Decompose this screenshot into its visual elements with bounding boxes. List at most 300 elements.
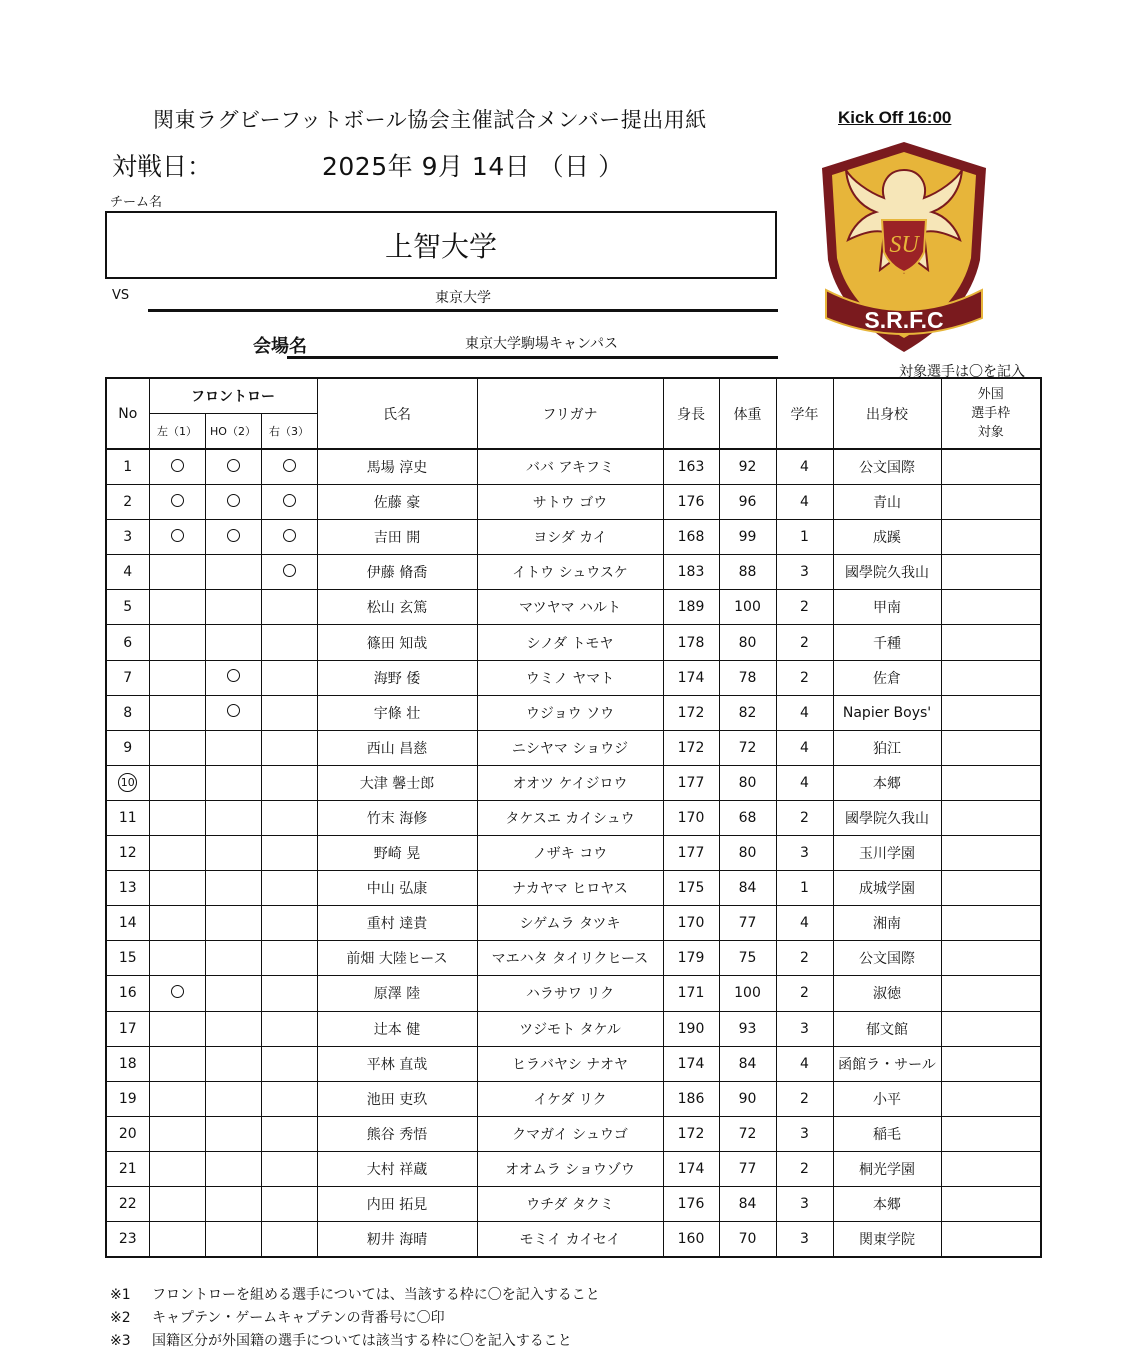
cell-school: 國學院久我山	[833, 800, 941, 835]
cell-name: 原澤 陸	[317, 976, 477, 1011]
cell-grade: 2	[776, 625, 833, 660]
cell-kana: シゲムラ タツキ	[477, 906, 663, 941]
cell-height: 178	[663, 625, 719, 660]
cell-no: 19	[106, 1081, 149, 1116]
cell-no: 2	[106, 485, 149, 520]
cell-frontrow-ho	[205, 1222, 261, 1258]
cell-frontrow-r	[261, 1222, 317, 1258]
check-circle-icon	[283, 494, 296, 507]
header-kana: フリガナ	[477, 378, 663, 449]
cell-weight: 70	[719, 1222, 776, 1258]
footnote-mark: ※3	[110, 1333, 131, 1349]
cell-no: 20	[106, 1116, 149, 1151]
cell-weight: 88	[719, 555, 776, 590]
cell-height: 170	[663, 906, 719, 941]
cell-foreign	[941, 590, 1041, 625]
cell-frontrow-r	[261, 625, 317, 660]
cell-frontrow-r	[261, 1186, 317, 1221]
table-row	[106, 730, 1041, 765]
cell-frontrow-r	[261, 449, 317, 485]
cell-frontrow-ho	[205, 1011, 261, 1046]
cell-grade: 4	[776, 1046, 833, 1081]
cell-frontrow-l	[149, 485, 205, 520]
roster-body	[106, 449, 1041, 1257]
cell-no: 6	[106, 625, 149, 660]
crest-banner-text: S.R.F.C	[864, 307, 944, 333]
check-circle-icon	[227, 704, 240, 717]
table-row	[106, 520, 1041, 555]
cell-height: 172	[663, 730, 719, 765]
cell-weight: 84	[719, 1046, 776, 1081]
cell-no: 16	[106, 976, 149, 1011]
cell-foreign	[941, 485, 1041, 520]
cell-no: 14	[106, 906, 149, 941]
cell-name: 内田 拓見	[317, 1186, 477, 1221]
cell-frontrow-l	[149, 871, 205, 906]
check-circle-icon	[227, 669, 240, 682]
cell-no: 1	[106, 449, 149, 485]
footnote-1	[110, 1284, 600, 1304]
cell-height: 176	[663, 485, 719, 520]
cell-weight: 100	[719, 976, 776, 1011]
cell-school: 小平	[833, 1081, 941, 1116]
opponent-name: 東京大学	[435, 290, 491, 306]
cell-foreign	[941, 555, 1041, 590]
cell-frontrow-r	[261, 660, 317, 695]
cell-kana: モミイ カイセイ	[477, 1222, 663, 1258]
cell-no: 23	[106, 1222, 149, 1258]
cell-grade: 3	[776, 1011, 833, 1046]
cell-no	[106, 765, 149, 800]
foreign-note: 対象選手は〇を記入	[899, 364, 1025, 380]
cell-frontrow-r	[261, 906, 317, 941]
cell-no: 15	[106, 941, 149, 976]
cell-no: 8	[106, 695, 149, 730]
cell-frontrow-l	[149, 625, 205, 660]
table-row	[106, 485, 1041, 520]
table-row	[106, 941, 1041, 976]
cell-grade: 3	[776, 836, 833, 871]
cell-school: 本郷	[833, 765, 941, 800]
cell-frontrow-ho	[205, 765, 261, 800]
table-row	[106, 590, 1041, 625]
cell-frontrow-ho	[205, 906, 261, 941]
cell-frontrow-r	[261, 590, 317, 625]
cell-school: 成城学園	[833, 871, 941, 906]
cell-kana: ヒラバヤシ ナオヤ	[477, 1046, 663, 1081]
header-name: 氏名	[317, 378, 477, 449]
check-circle-icon	[227, 459, 240, 472]
cell-height: 174	[663, 660, 719, 695]
cell-foreign	[941, 1186, 1041, 1221]
cell-kana: イケダ リク	[477, 1081, 663, 1116]
footnote-text: 国籍区分が外国籍の選手については該当する枠に〇を記入すること	[152, 1333, 572, 1349]
cell-foreign	[941, 695, 1041, 730]
cell-no: 12	[106, 836, 149, 871]
table-row	[106, 1116, 1041, 1151]
cell-name: 海野 倭	[317, 660, 477, 695]
cell-height: 170	[663, 800, 719, 835]
cell-no: 3	[106, 520, 149, 555]
crest-monogram: SU	[889, 232, 919, 258]
cell-height: 175	[663, 871, 719, 906]
cell-frontrow-l	[149, 1116, 205, 1151]
cell-grade: 3	[776, 1186, 833, 1221]
check-circle-icon	[171, 529, 184, 542]
cell-frontrow-ho	[205, 625, 261, 660]
footnote-2	[110, 1307, 445, 1327]
cell-school: 公文国際	[833, 941, 941, 976]
cell-frontrow-l	[149, 1081, 205, 1116]
cell-frontrow-r	[261, 555, 317, 590]
match-date: 2025年 9月 14日 （日 ）	[322, 152, 624, 181]
footnote-3	[110, 1330, 572, 1350]
cell-no: 13	[106, 871, 149, 906]
cell-frontrow-ho	[205, 1081, 261, 1116]
cell-grade: 3	[776, 555, 833, 590]
cell-foreign	[941, 730, 1041, 765]
cell-foreign	[941, 906, 1041, 941]
table-row	[106, 1186, 1041, 1221]
cell-height: 160	[663, 1222, 719, 1258]
footnote-mark: ※1	[110, 1287, 131, 1303]
cell-frontrow-l	[149, 1222, 205, 1258]
cell-frontrow-ho	[205, 941, 261, 976]
kickoff-time: Kick Off 16:00	[838, 108, 952, 127]
cell-frontrow-l	[149, 1186, 205, 1221]
table-row	[106, 1222, 1041, 1258]
cell-frontrow-ho	[205, 871, 261, 906]
cell-grade: 2	[776, 590, 833, 625]
cell-no: 22	[106, 1186, 149, 1221]
check-circle-icon	[283, 564, 296, 577]
check-circle-icon	[227, 494, 240, 507]
cell-no: 5	[106, 590, 149, 625]
cell-foreign	[941, 1011, 1041, 1046]
cell-frontrow-r	[261, 730, 317, 765]
cell-frontrow-r	[261, 1046, 317, 1081]
cell-no: 17	[106, 1011, 149, 1046]
cell-school: 青山	[833, 485, 941, 520]
cell-name: 籾井 海晴	[317, 1222, 477, 1258]
cell-school: 郁文館	[833, 1011, 941, 1046]
cell-weight: 68	[719, 800, 776, 835]
cell-weight: 99	[719, 520, 776, 555]
cell-frontrow-ho	[205, 800, 261, 835]
cell-weight: 84	[719, 871, 776, 906]
cell-foreign	[941, 625, 1041, 660]
form-title: 関東ラグビーフットボール協会主催試合メンバー提出用紙	[153, 108, 707, 132]
cell-school: 千種	[833, 625, 941, 660]
header-hooker: HO（2）	[205, 414, 261, 450]
header-left-prop: 左（1）	[149, 414, 205, 450]
match-date-label: 対戦日：	[112, 152, 213, 181]
cell-frontrow-ho	[205, 485, 261, 520]
cell-name: 佐藤 豪	[317, 485, 477, 520]
cell-frontrow-l	[149, 1046, 205, 1081]
check-circle-icon	[171, 459, 184, 472]
cell-no: 11	[106, 800, 149, 835]
cell-frontrow-l	[149, 520, 205, 555]
cell-frontrow-r	[261, 800, 317, 835]
cell-foreign	[941, 1151, 1041, 1186]
team-name-box	[105, 211, 777, 279]
cell-frontrow-l	[149, 590, 205, 625]
team-name-label: チーム名	[110, 195, 163, 210]
cell-frontrow-ho	[205, 1186, 261, 1221]
cell-frontrow-l	[149, 1151, 205, 1186]
venue-underline	[287, 356, 778, 359]
club-crest-logo	[818, 140, 990, 354]
cell-kana: サトウ ゴウ	[477, 485, 663, 520]
cell-weight: 80	[719, 836, 776, 871]
cell-name: 辻本 健	[317, 1011, 477, 1046]
cell-frontrow-ho	[205, 836, 261, 871]
table-row	[106, 1011, 1041, 1046]
cell-name: 竹末 海修	[317, 800, 477, 835]
cell-frontrow-ho	[205, 520, 261, 555]
table-row	[106, 1151, 1041, 1186]
cell-school: Napier Boys'	[833, 695, 941, 730]
cell-height: 186	[663, 1081, 719, 1116]
cell-frontrow-r	[261, 976, 317, 1011]
cell-frontrow-ho	[205, 590, 261, 625]
footnote-mark: ※2	[110, 1310, 131, 1326]
cell-frontrow-r	[261, 765, 317, 800]
cell-height: 179	[663, 941, 719, 976]
cell-weight: 77	[719, 906, 776, 941]
cell-grade: 4	[776, 695, 833, 730]
roster-table	[105, 377, 1042, 1258]
cell-weight: 72	[719, 1116, 776, 1151]
cell-height: 163	[663, 449, 719, 485]
cell-school: 甲南	[833, 590, 941, 625]
cell-weight: 82	[719, 695, 776, 730]
cell-kana: ハラサワ リク	[477, 976, 663, 1011]
table-row	[106, 836, 1041, 871]
cell-height: 177	[663, 836, 719, 871]
cell-foreign	[941, 941, 1041, 976]
cell-frontrow-ho	[205, 1116, 261, 1151]
cell-weight: 80	[719, 625, 776, 660]
table-row	[106, 1081, 1041, 1116]
cell-foreign	[941, 1116, 1041, 1151]
check-circle-icon	[283, 459, 296, 472]
table-row	[106, 976, 1041, 1011]
cell-name: 馬場 淳史	[317, 449, 477, 485]
cell-weight: 96	[719, 485, 776, 520]
cell-frontrow-ho	[205, 660, 261, 695]
cell-name: 前畑 大陸ヒース	[317, 941, 477, 976]
cell-height: 172	[663, 1116, 719, 1151]
cell-grade: 4	[776, 906, 833, 941]
cell-grade: 1	[776, 520, 833, 555]
cell-frontrow-l	[149, 765, 205, 800]
cell-frontrow-r	[261, 1081, 317, 1116]
table-row	[106, 625, 1041, 660]
cell-grade: 2	[776, 941, 833, 976]
cell-kana: クマガイ シュウゴ	[477, 1116, 663, 1151]
venue-name: 東京大学駒場キャンパス	[465, 336, 619, 352]
cell-height: 189	[663, 590, 719, 625]
cell-frontrow-l	[149, 941, 205, 976]
opponent-underline	[148, 309, 778, 312]
cell-frontrow-r	[261, 1011, 317, 1046]
cell-school: 稲毛	[833, 1116, 941, 1151]
cell-frontrow-r	[261, 695, 317, 730]
table-row	[106, 871, 1041, 906]
cell-frontrow-l	[149, 730, 205, 765]
cell-grade: 4	[776, 730, 833, 765]
cell-frontrow-ho	[205, 976, 261, 1011]
header-right-prop: 右（3）	[261, 414, 317, 450]
cell-weight: 75	[719, 941, 776, 976]
cell-grade: 2	[776, 1081, 833, 1116]
cell-school: 國學院久我山	[833, 555, 941, 590]
cell-frontrow-l	[149, 976, 205, 1011]
table-row	[106, 906, 1041, 941]
venue-label: 会場名	[253, 336, 307, 357]
cell-frontrow-l	[149, 449, 205, 485]
cell-no: 9	[106, 730, 149, 765]
cell-name: 池田 吏玖	[317, 1081, 477, 1116]
cell-weight: 78	[719, 660, 776, 695]
header-foreign: 外国 選手枠 対象	[941, 378, 1041, 449]
cell-name: 平林 直哉	[317, 1046, 477, 1081]
header-school: 出身校	[833, 378, 941, 449]
cell-frontrow-r	[261, 836, 317, 871]
cell-height: 168	[663, 520, 719, 555]
cell-kana: オオムラ ショウゾウ	[477, 1151, 663, 1186]
check-circle-icon	[171, 985, 184, 998]
check-circle-icon	[227, 529, 240, 542]
vs-label: VS	[112, 288, 130, 303]
table-row	[106, 660, 1041, 695]
cell-kana: ナカヤマ ヒロヤス	[477, 871, 663, 906]
cell-name: 宇條 壮	[317, 695, 477, 730]
cell-weight: 80	[719, 765, 776, 800]
cell-frontrow-r	[261, 485, 317, 520]
cell-height: 177	[663, 765, 719, 800]
cell-foreign	[941, 1046, 1041, 1081]
cell-frontrow-l	[149, 660, 205, 695]
cell-school: 函館ラ・サール	[833, 1046, 941, 1081]
cell-kana: イトウ シュウスケ	[477, 555, 663, 590]
cell-school: 関東学院	[833, 1222, 941, 1258]
cell-no: 21	[106, 1151, 149, 1186]
cell-frontrow-l	[149, 836, 205, 871]
cell-no: 7	[106, 660, 149, 695]
cell-weight: 93	[719, 1011, 776, 1046]
header-grade: 学年	[776, 378, 833, 449]
table-row	[106, 765, 1041, 800]
cell-kana: ウチダ タクミ	[477, 1186, 663, 1221]
header-height: 身長	[663, 378, 719, 449]
cell-grade: 2	[776, 1151, 833, 1186]
cell-grade: 3	[776, 1222, 833, 1258]
table-row	[106, 1046, 1041, 1081]
cell-name: 松山 玄篤	[317, 590, 477, 625]
cell-foreign	[941, 660, 1041, 695]
cell-kana: ニシヤマ ショウジ	[477, 730, 663, 765]
cell-height: 174	[663, 1046, 719, 1081]
cell-height: 171	[663, 976, 719, 1011]
cell-foreign	[941, 765, 1041, 800]
cell-grade: 4	[776, 485, 833, 520]
cell-grade: 2	[776, 660, 833, 695]
cell-school: 狛江	[833, 730, 941, 765]
cell-frontrow-r	[261, 520, 317, 555]
header-weight: 体重	[719, 378, 776, 449]
footnote-text: フロントローを組める選手については、当該する枠に〇を記入すること	[152, 1287, 600, 1303]
cell-frontrow-ho	[205, 1151, 261, 1186]
cell-kana: オオツ ケイジロウ	[477, 765, 663, 800]
cell-weight: 84	[719, 1186, 776, 1221]
header-frontrow: フロントロー	[149, 378, 317, 414]
check-circle-icon	[171, 494, 184, 507]
cell-height: 174	[663, 1151, 719, 1186]
check-circle-icon	[283, 529, 296, 542]
table-row	[106, 695, 1041, 730]
cell-frontrow-ho	[205, 555, 261, 590]
cell-school: 湘南	[833, 906, 941, 941]
team-name: 上智大学	[384, 230, 497, 263]
cell-frontrow-ho	[205, 1046, 261, 1081]
cell-frontrow-l	[149, 555, 205, 590]
cell-height: 172	[663, 695, 719, 730]
cell-kana: ノザキ コウ	[477, 836, 663, 871]
cell-name: 篠田 知哉	[317, 625, 477, 660]
table-row	[106, 555, 1041, 590]
cell-school: 本郷	[833, 1186, 941, 1221]
cell-kana: ウミノ ヤマト	[477, 660, 663, 695]
cell-grade: 2	[776, 976, 833, 1011]
cell-name: 熊谷 秀悟	[317, 1116, 477, 1151]
cell-kana: ツジモト タケル	[477, 1011, 663, 1046]
cell-frontrow-r	[261, 871, 317, 906]
cell-name: 吉田 開	[317, 520, 477, 555]
cell-weight: 72	[719, 730, 776, 765]
cell-foreign	[941, 871, 1041, 906]
cell-kana: ババ アキフミ	[477, 449, 663, 485]
cell-name: 大津 馨士郎	[317, 765, 477, 800]
cell-grade: 4	[776, 765, 833, 800]
footnote-text: キャプテン・ゲームキャプテンの背番号に〇印	[152, 1310, 445, 1326]
cell-name: 伊藤 脩喬	[317, 555, 477, 590]
header-no: No	[106, 378, 149, 449]
cell-frontrow-l	[149, 906, 205, 941]
cell-kana: ヨシダ カイ	[477, 520, 663, 555]
cell-grade: 1	[776, 871, 833, 906]
cell-foreign	[941, 1222, 1041, 1258]
cell-grade: 3	[776, 1116, 833, 1151]
cell-foreign	[941, 800, 1041, 835]
cell-frontrow-l	[149, 695, 205, 730]
cell-foreign	[941, 449, 1041, 485]
cell-grade: 2	[776, 800, 833, 835]
cell-frontrow-r	[261, 941, 317, 976]
cell-foreign	[941, 976, 1041, 1011]
cell-frontrow-ho	[205, 730, 261, 765]
cell-frontrow-r	[261, 1116, 317, 1151]
cell-name: 西山 昌慈	[317, 730, 477, 765]
cell-name: 大村 祥蔵	[317, 1151, 477, 1186]
cell-height: 190	[663, 1011, 719, 1046]
cell-no: 4	[106, 555, 149, 590]
cell-frontrow-l	[149, 800, 205, 835]
cell-grade: 4	[776, 449, 833, 485]
cell-school: 玉川学園	[833, 836, 941, 871]
